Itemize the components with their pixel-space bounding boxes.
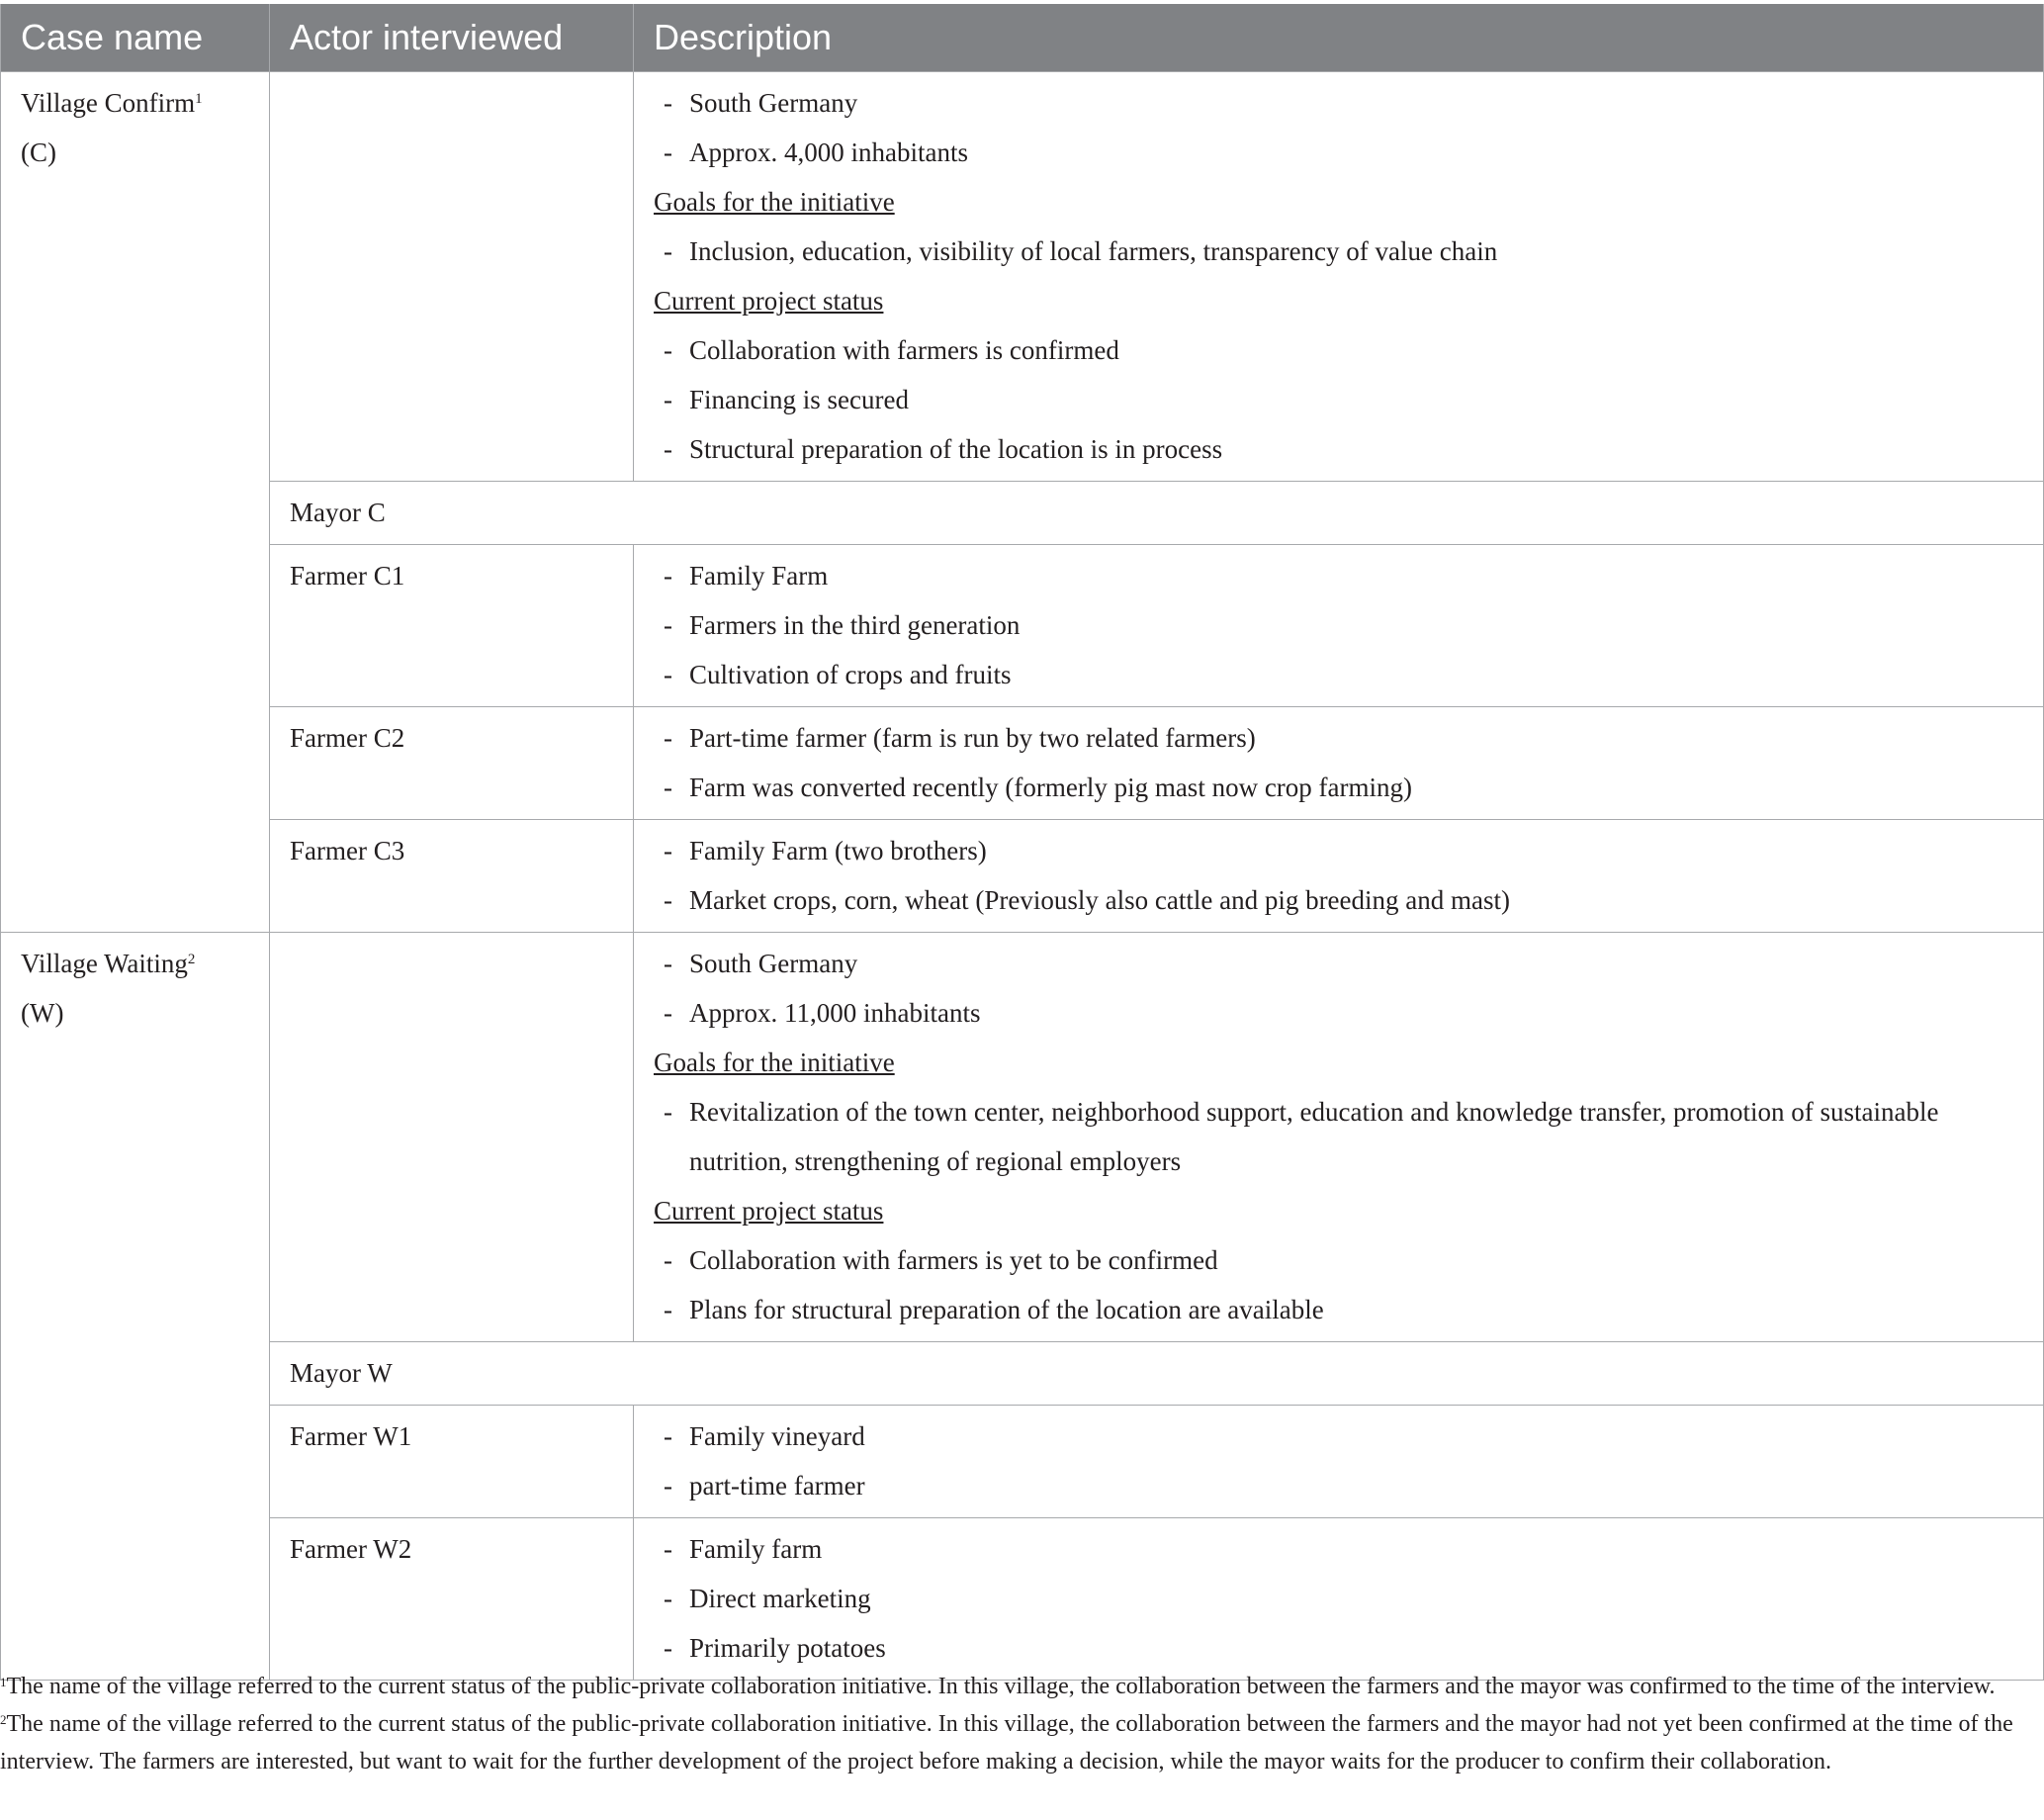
list-item: - Revitalization of the town center, neighborhood support, education and knowledge transfer, promotion of sustainable nutrition, strengthening of regional employers — [664, 1096, 1939, 1176]
status-heading: Current project status — [654, 1195, 884, 1226]
table-row — [1, 1517, 2044, 1680]
list-item: - Structural preparation of the location is in process — [664, 433, 1223, 464]
list-item: - Market crops, corn, wheat (Previously also cattle and pig breeding and mast) — [664, 884, 1510, 915]
case-cell — [1, 932, 270, 1680]
case-cell — [1, 71, 270, 932]
goals-heading: Goals for the initiative — [654, 186, 895, 217]
list-item: - Collaboration with farmers is yet to be confirmed — [664, 1244, 1218, 1275]
description-cell — [634, 1405, 2044, 1517]
case-name: Village Waiting$^2$ — [21, 948, 196, 978]
actor-cell: Farmer C3 — [270, 819, 634, 932]
mayor-cell: Mayor C — [270, 481, 2044, 544]
list-item: - Part-time farmer (farm is run by two related farmers) — [664, 722, 1256, 753]
table-row — [1, 1341, 2044, 1405]
list-item: - Family Farm — [664, 560, 829, 591]
list-item: - South Germany — [664, 948, 858, 978]
table-footnotes — [0, 1668, 2039, 1780]
list-item: - Direct marketing — [664, 1583, 871, 1613]
list-item: - Primarily potatoes — [664, 1632, 886, 1663]
list-item: - Farm was converted recently (formerly pig mast now crop farming) — [664, 772, 1413, 802]
case-table — [0, 4, 2044, 1681]
description-cell — [634, 819, 2044, 932]
actor-cell: Farmer C1 — [270, 544, 634, 706]
mayor-cell: Mayor W — [270, 1341, 2044, 1405]
description-cell — [634, 71, 2044, 481]
table-row — [1, 819, 2044, 932]
case-code: (W) — [21, 997, 64, 1028]
actor-cell: Farmer C2 — [270, 706, 634, 819]
actor-cell-empty — [270, 932, 634, 1341]
description-cell — [634, 932, 2044, 1341]
list-item: - Approx. 4,000 inhabitants — [664, 136, 968, 167]
header-actor-interviewed: Actor interviewed — [270, 4, 634, 71]
header-description: Description — [634, 4, 2044, 71]
list-item: - Collaboration with farmers is confirmed — [664, 334, 1119, 365]
case-code: (C) — [21, 136, 56, 167]
actor-cell: Farmer W2 — [270, 1517, 634, 1680]
table-row — [1, 1405, 2044, 1517]
footnote-text: The name of the village referred to the current status of the public-private collaboration initiative. In this village, the collaboration between the farmers and the mayor had not yet been confirmed at the time of the interview. The farmers are interested, but want to wait for the further development of the project before making a decision, while the mayor waits for the producer to confirm their collaboration. — [0, 1711, 2013, 1774]
header-row — [1, 4, 2044, 71]
list-item: - Farmers in the third generation — [664, 609, 1021, 640]
list-item: - Approx. 11,000 inhabitants — [664, 997, 981, 1028]
list-item: - Financing is secured — [664, 384, 909, 414]
list-item: - Family Farm (two brothers) — [664, 835, 987, 865]
list-item: - Inclusion, education, visibility of local farmers, transparency of value chain — [664, 235, 1498, 266]
actor-cell-empty — [270, 71, 634, 481]
header-case-name: Case name — [1, 4, 270, 71]
footnote-text: The name of the village referred to the current status of the public-private collaboration initiative. In this village, the collaboration between the farmers and the mayor was confirmed to the time of the interview. — [6, 1674, 1996, 1699]
table-row — [1, 481, 2044, 544]
table-row — [1, 544, 2044, 706]
table-row — [1, 71, 2044, 481]
status-heading: Current project status — [654, 285, 884, 316]
table-row — [1, 932, 2044, 1341]
list-item: - South Germany — [664, 87, 858, 118]
footnote-mark: 2 — [0, 1712, 7, 1727]
table-row — [1, 706, 2044, 819]
list-item: - part-time farmer — [664, 1470, 865, 1501]
description-cell — [634, 706, 2044, 819]
goals-heading: Goals for the initiative — [654, 1046, 895, 1077]
actor-cell: Farmer W1 — [270, 1405, 634, 1517]
list-item: - Plans for structural preparation of the location are available — [664, 1294, 1324, 1324]
list-item: - Family vineyard — [664, 1420, 865, 1451]
list-item: - Cultivation of crops and fruits — [664, 659, 1012, 689]
description-cell — [634, 544, 2044, 706]
description-cell — [634, 1517, 2044, 1680]
case-name: Village Confirm$^1$ — [21, 87, 203, 118]
list-item: - Family farm — [664, 1533, 823, 1564]
footnote-mark: 1 — [0, 1675, 7, 1689]
